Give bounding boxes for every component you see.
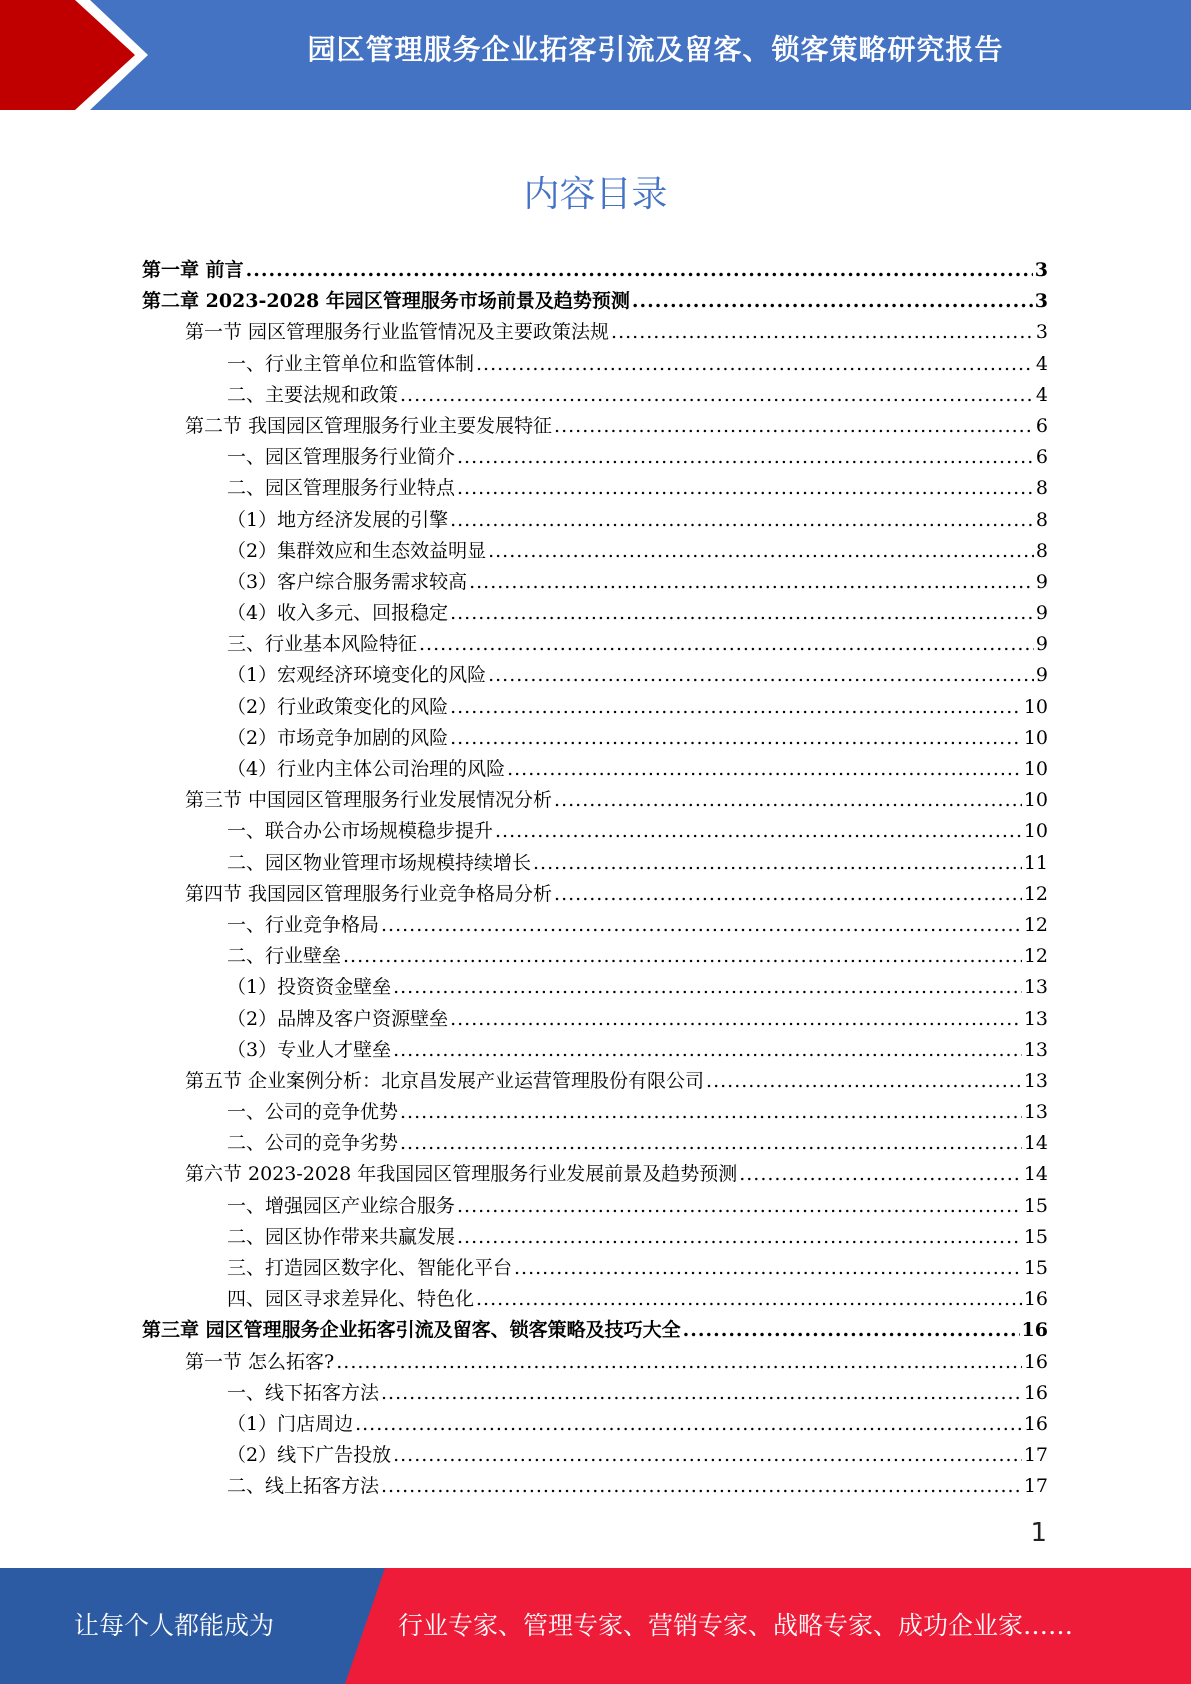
toc-dot-leader [400, 1101, 1022, 1123]
toc-entry-label: 二、园区管理服务行业特点 [227, 477, 456, 500]
toc-entry-page: 15 [1023, 1225, 1048, 1248]
toc-entry[interactable] [142, 505, 1048, 536]
toc-entry-label: 第二章 2023-2028 年园区管理服务市场前景及趋势预测 [142, 290, 630, 313]
toc-dot-leader [343, 945, 1022, 967]
toc-entry-page: 12 [1023, 882, 1048, 905]
toc-entry-label: （2）行业政策变化的风险 [227, 695, 449, 718]
toc-entry-page: 8 [1035, 539, 1048, 562]
toc-dot-leader [450, 727, 1022, 749]
toc-dot-leader [469, 571, 1034, 593]
toc-entry[interactable] [142, 473, 1048, 504]
toc-entry-label: （2）品牌及客户资源壁垒 [227, 1007, 449, 1030]
toc-entry[interactable] [142, 1347, 1048, 1378]
toc-entry[interactable] [142, 1066, 1048, 1097]
toc-entry-label: 第三章 园区管理服务企业拓客引流及留客、锁客策略及技巧大全 [142, 1319, 681, 1342]
toc-entry[interactable] [142, 723, 1048, 754]
toc-entry-label: （1）门店周边 [227, 1412, 354, 1435]
toc-entry-page: 12 [1023, 945, 1048, 968]
toc-entry[interactable] [142, 536, 1048, 567]
toc-entry[interactable] [142, 692, 1048, 723]
toc-dot-leader [554, 415, 1034, 437]
toc-dot-leader [739, 1163, 1022, 1185]
toc-entry-label: 三、行业基本风险特征 [227, 633, 418, 656]
toc-entry[interactable] [142, 1004, 1048, 1035]
toc-entry[interactable] [142, 1315, 1048, 1346]
toc-dot-leader [476, 353, 1034, 375]
toc-entry[interactable] [142, 1378, 1048, 1409]
toc-entry[interactable] [142, 1097, 1048, 1128]
toc-entry-page: 16 [1023, 1350, 1048, 1373]
toc-entry-page: 9 [1035, 570, 1048, 593]
toc-entry-page: 8 [1035, 508, 1048, 531]
toc-entry[interactable] [142, 1128, 1048, 1159]
toc-dot-leader [457, 1226, 1022, 1248]
toc-entry[interactable] [142, 255, 1048, 286]
page-number: 1 [1030, 1518, 1047, 1548]
page-header-banner [0, 0, 1191, 110]
toc-entry[interactable] [142, 848, 1048, 879]
toc-entry[interactable] [142, 879, 1048, 910]
toc-entry-page: 3 [1035, 321, 1048, 344]
toc-dot-leader [400, 1132, 1022, 1154]
toc-entry-page: 14 [1023, 1163, 1048, 1186]
toc-entry-label: 四、园区寻求差异化、特色化 [227, 1288, 475, 1311]
toc-entry-label: 一、增强园区产业综合服务 [227, 1194, 456, 1217]
toc-dot-leader [393, 976, 1022, 998]
toc-dot-leader [683, 1319, 1020, 1341]
toc-entry-page: 16 [1021, 1319, 1048, 1342]
toc-dot-leader [632, 290, 1033, 312]
toc-dot-leader [419, 633, 1034, 655]
toc-entry-page: 15 [1023, 1257, 1048, 1279]
toc-entry-label: 一、线下拓客方法 [227, 1381, 380, 1404]
toc-dot-leader [706, 1070, 1022, 1092]
toc-dot-leader [495, 820, 1022, 842]
toc-entry-page: 3 [1034, 259, 1048, 281]
toc-dot-leader [381, 1475, 1022, 1497]
toc-entry-label: 第一节 园区管理服务行业监管情况及主要政策法规 [185, 321, 610, 344]
toc-entry-page: 11 [1023, 851, 1048, 874]
toc-entry[interactable] [142, 380, 1048, 411]
footer-slogan-left: 让每个人都能成为 [73, 1611, 274, 1640]
toc-entry-page: 16 [1023, 1288, 1048, 1311]
toc-entry-label: 二、园区物业管理市场规模持续增长 [227, 851, 532, 874]
toc-entry[interactable] [142, 1284, 1048, 1315]
toc-dot-leader [554, 789, 1022, 811]
toc-entry[interactable] [142, 411, 1048, 442]
toc-entry[interactable] [142, 785, 1048, 816]
toc-entry[interactable] [142, 816, 1048, 847]
toc-entry-label: 一、园区管理服务行业简介 [227, 446, 456, 469]
toc-entry[interactable] [142, 910, 1048, 941]
toc-entry-page: 6 [1035, 446, 1048, 469]
toc-entry-page: 13 [1023, 1069, 1048, 1092]
report-title: 园区管理服务企业拓客引流及留客、锁客策略研究报告 [307, 33, 1004, 66]
toc-entry-label: 二、公司的竞争劣势 [227, 1132, 399, 1155]
toc-entry-page: 9 [1035, 664, 1048, 687]
toc-dot-leader [355, 1413, 1022, 1435]
toc-entry-label: （1）宏观经济环境变化的风险 [227, 664, 487, 687]
toc-dot-leader [450, 602, 1034, 624]
toc-entry[interactable] [142, 660, 1048, 691]
toc-entry-label: （4）行业内主体公司治理的风险 [227, 758, 506, 780]
toc-entry[interactable] [142, 1191, 1048, 1222]
table-of-contents [142, 255, 1048, 1503]
toc-dot-leader [476, 1288, 1022, 1310]
toc-dot-leader [457, 1195, 1022, 1217]
toc-entry-page: 15 [1023, 1194, 1048, 1217]
toc-dot-leader [554, 883, 1022, 905]
toc-dot-leader [533, 852, 1022, 874]
page-footer-banner [0, 1568, 1191, 1684]
toc-entry[interactable] [142, 598, 1048, 629]
toc-entry-label: （2）线下广告投放 [227, 1444, 392, 1467]
toc-entry[interactable] [142, 1440, 1048, 1471]
toc-entry-page: 13 [1023, 1007, 1048, 1030]
toc-dot-leader [381, 1382, 1022, 1404]
toc-entry[interactable] [142, 286, 1048, 317]
toc-entry-page: 8 [1035, 477, 1048, 500]
toc-entry-page: 6 [1035, 414, 1048, 437]
toc-entry[interactable] [142, 972, 1048, 1003]
toc-entry-page: 12 [1023, 913, 1048, 936]
toc-entry[interactable] [142, 1035, 1048, 1066]
toc-dot-leader [400, 384, 1034, 406]
toc-dot-leader [246, 259, 1033, 281]
toc-entry[interactable] [142, 349, 1048, 380]
toc-dot-leader [488, 540, 1034, 562]
footer-slogan-right: 行业专家、管理专家、营销专家、战略专家、成功企业家…… [398, 1611, 1074, 1640]
toc-entry[interactable] [142, 1222, 1048, 1253]
toc-entry-page: 4 [1035, 383, 1048, 406]
toc-entry-label: 一、行业竞争格局 [227, 913, 380, 936]
toc-entry-label: 二、园区协作带来共赢发展 [227, 1225, 456, 1248]
toc-entry-page: 4 [1035, 352, 1048, 375]
toc-entry[interactable] [142, 1159, 1048, 1190]
toc-entry-page: 16 [1023, 1412, 1048, 1435]
toc-entry[interactable] [142, 1409, 1048, 1440]
toc-dot-leader [450, 696, 1022, 718]
toc-entry-label: 一、行业主管单位和监管体制 [227, 352, 475, 375]
toc-entry-label: 一、公司的竞争优势 [227, 1101, 399, 1124]
toc-entry[interactable] [142, 1253, 1048, 1284]
toc-entry-page: 10 [1023, 726, 1048, 749]
toc-entry-label: 一、联合办公市场规模稳步提升 [227, 820, 494, 843]
toc-entry-label: （3）客户综合服务需求较高 [227, 570, 468, 593]
toc-heading: 内容目录 [523, 174, 668, 215]
toc-entry-label: 第六节 2023-2028 年我国园区管理服务行业发展前景及趋势预测 [185, 1163, 738, 1186]
toc-entry[interactable] [142, 1471, 1048, 1502]
toc-entry-label: 三、打造园区数字化、智能化平台 [227, 1257, 513, 1279]
toc-entry-label: 第三节 中国园区管理服务行业发展情况分析 [185, 789, 553, 812]
toc-entry-label: （1）投资资金壁垒 [227, 976, 392, 999]
toc-entry-page: 10 [1023, 820, 1048, 843]
toc-dot-leader [457, 446, 1034, 468]
toc-dot-leader [457, 477, 1034, 499]
toc-entry-label: （2）集群效应和生态效益明显 [227, 539, 487, 562]
toc-dot-leader [393, 1444, 1022, 1466]
toc-entry-page: 13 [1023, 1101, 1048, 1124]
toc-entry-label: （4）收入多元、回报稳定 [227, 602, 449, 625]
toc-entry-label: 二、行业壁垒 [227, 945, 342, 968]
toc-dot-leader [336, 1351, 1022, 1373]
toc-entry[interactable] [142, 754, 1048, 785]
toc-entry[interactable] [142, 317, 1048, 348]
toc-entry[interactable] [142, 442, 1048, 473]
toc-entry-label: 第二节 我国园区管理服务行业主要发展特征 [185, 414, 553, 437]
toc-entry-label: （3）专业人才壁垒 [227, 1038, 392, 1061]
toc-entry-label: （2）市场竞争加剧的风险 [227, 726, 449, 749]
toc-entry-label: 第四节 我国园区管理服务行业竞争格局分析 [185, 882, 553, 905]
toc-entry-label: 二、线上拓客方法 [227, 1475, 380, 1498]
toc-entry-page: 17 [1023, 1444, 1048, 1467]
toc-entry-label: 第一章 前言 [142, 259, 244, 281]
toc-entry-page: 9 [1035, 602, 1048, 625]
toc-entry[interactable] [142, 941, 1048, 972]
toc-entry-page: 13 [1023, 976, 1048, 999]
toc-entry-label: 二、主要法规和政策 [227, 383, 399, 406]
toc-dot-leader [381, 914, 1022, 936]
toc-entry-page: 16 [1023, 1381, 1048, 1404]
toc-dot-leader [611, 321, 1034, 343]
toc-entry-page: 10 [1023, 758, 1048, 780]
toc-dot-leader [514, 1257, 1022, 1279]
toc-entry-page: 14 [1023, 1132, 1048, 1155]
toc-entry-page: 10 [1023, 695, 1048, 718]
toc-entry-label: （1）地方经济发展的引擎 [227, 508, 449, 531]
toc-entry-page: 17 [1023, 1475, 1048, 1498]
toc-entry-page: 13 [1023, 1038, 1048, 1061]
toc-entry[interactable] [142, 629, 1048, 660]
toc-dot-leader [393, 1039, 1022, 1061]
toc-entry-page: 3 [1034, 290, 1048, 313]
toc-entry[interactable] [142, 567, 1048, 598]
toc-entry-page: 10 [1023, 789, 1048, 812]
toc-dot-leader [488, 664, 1034, 686]
toc-dot-leader [450, 509, 1034, 531]
toc-dot-leader [507, 758, 1022, 780]
toc-entry-label: 第五节 企业案例分析：北京昌发展产业运营管理股份有限公司 [185, 1069, 705, 1092]
toc-dot-leader [450, 1008, 1022, 1030]
toc-entry-page: 9 [1035, 633, 1048, 656]
toc-entry-label: 第一节 怎么拓客? [185, 1350, 335, 1373]
